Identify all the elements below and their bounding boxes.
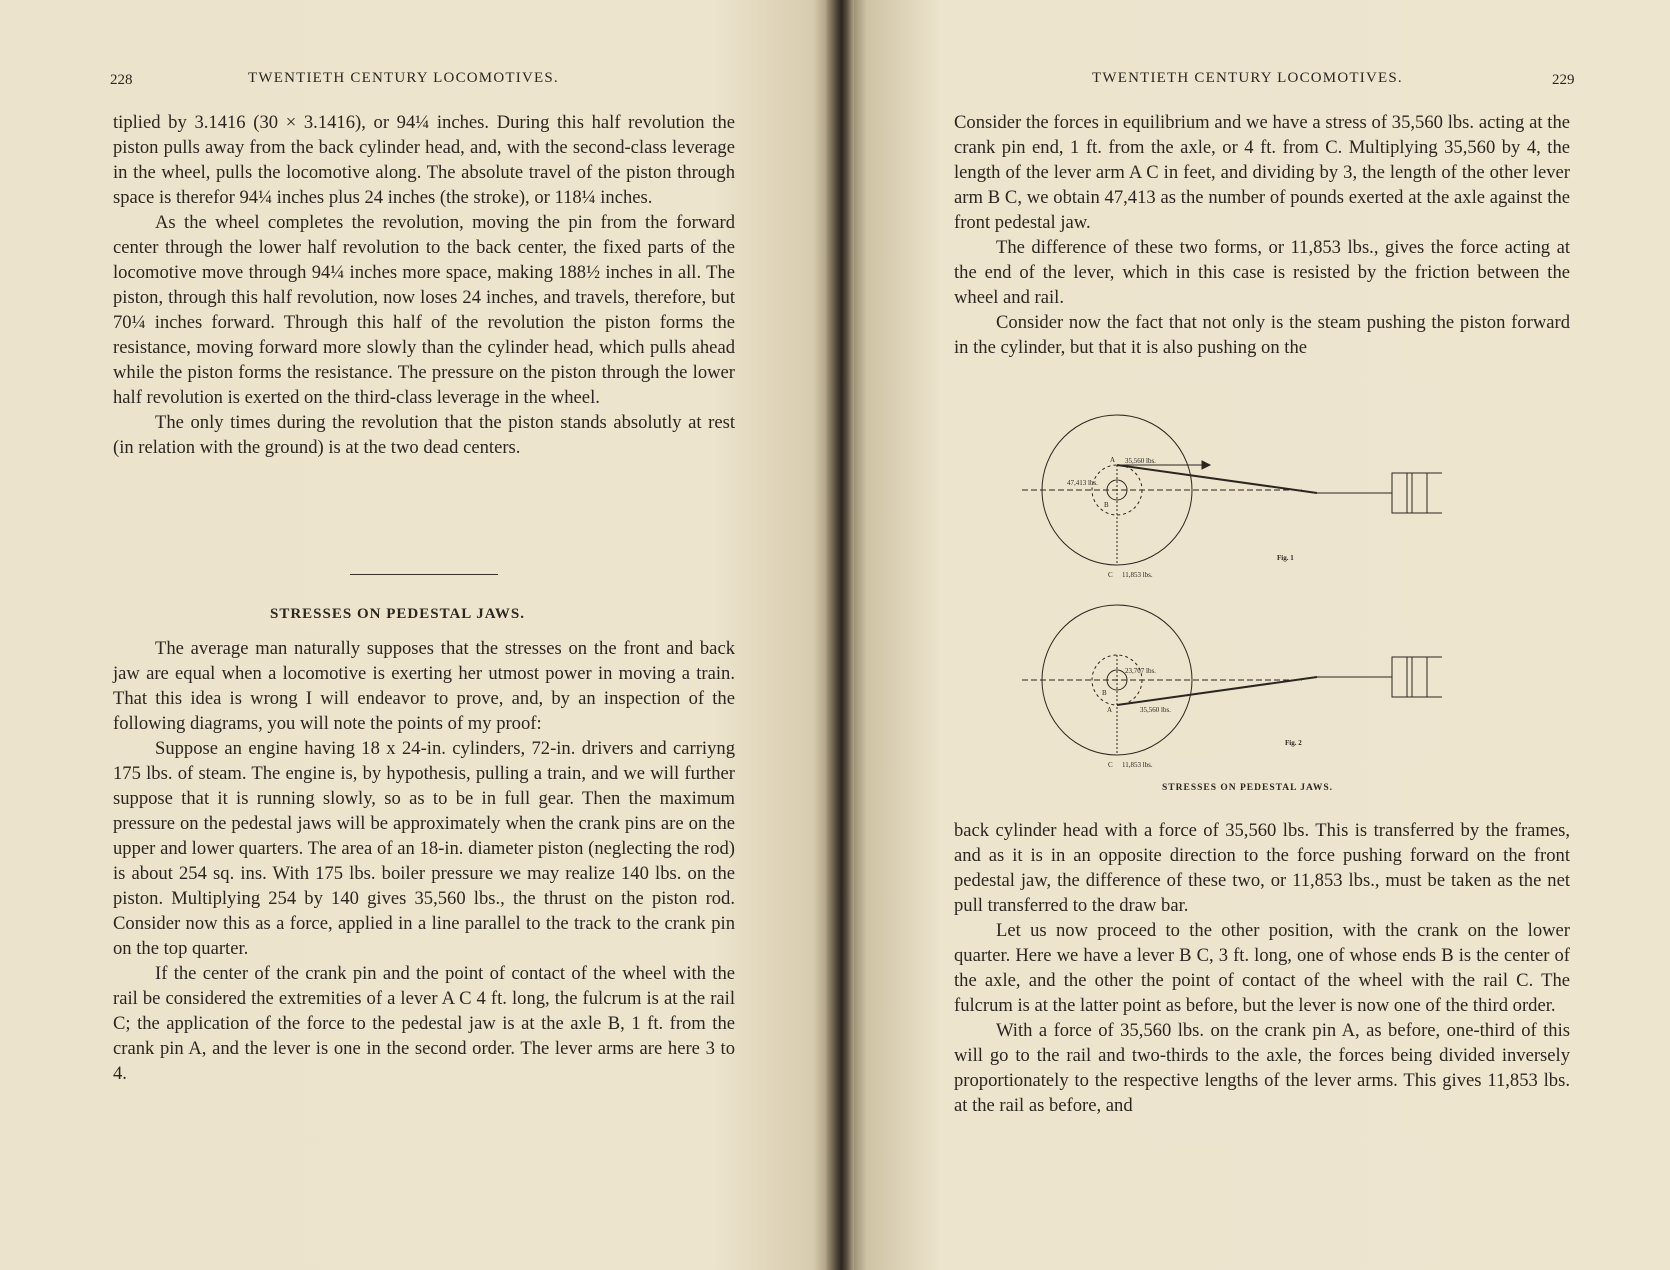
- paragraph: tiplied by 3.1416 (30 × 3.1416), or 94¼ inches. During this half revolution the piston pulls away from the back cylinder head, and, with the second-class leverage in the wheel, pulls the locomotive along. The absolute travel of the piston through space is therefor 94¼ inches plus 24 inches (the stroke), or 118¼ inches.: [113, 112, 735, 208]
- paragraph: The difference of these two forms, or 11,853 lbs., gives the force acting at the end of the lever, which in this case is resisted by the friction between the wheel and rail.: [954, 237, 1570, 308]
- paragraph: back cylinder head with a force of 35,560 lbs. This is transferred by the frames, and as it is in an opposite direction to the force pushing forward on the front pedestal jaw, the difference of these two, or 11,853 lbs., must be taken as the net pull transferred to the draw bar.: [954, 820, 1570, 916]
- fig2-label: Fig. 2: [1285, 739, 1302, 747]
- fig1-force-crank: 35,560 lbs.: [1125, 457, 1156, 465]
- pedestal-jaw-diagram: [1022, 405, 1442, 805]
- fig2-force-rail: 11,853 lbs.: [1122, 761, 1153, 769]
- paragraph: With a force of 35,560 lbs. on the crank pin A, as before, one-third of this will go to the rail and two-thirds to the axle, the forces being divided inversely proportionately to the respective lengths of the lever arms. This gives 11,853 lbs. at the rail as before, and: [954, 1020, 1570, 1116]
- fig2-force-axle: 23,707 lbs.: [1125, 667, 1156, 675]
- fig2-force-crank: 35,560 lbs.: [1140, 706, 1171, 714]
- right-page: [842, 0, 1670, 1270]
- body-text-top: [954, 110, 1570, 360]
- paragraph: Let us now proceed to the other position, with the crank on the lower quarter. Here we have a lever B C, 3 ft. long, one of whose ends B is the center of the axle, and the other the point of contact of the wheel with the rail C. The fulcrum is at the latter point as before, but the lever is now one of the third order.: [954, 920, 1570, 1016]
- figure-caption: STRESSES ON PEDESTAL JAWS.: [1162, 783, 1334, 793]
- paragraph: The only times during the revolution that the piston stands absolutly at rest (in relation with the ground) is at the two dead centers.: [113, 412, 735, 458]
- fig1-label: Fig. 1: [1277, 554, 1294, 562]
- diagram-svg: [1022, 405, 1442, 805]
- fig1-point-b: B: [1104, 501, 1109, 509]
- running-head: TWENTIETH CENTURY LOCOMOTIVES.: [1092, 70, 1403, 86]
- running-head: TWENTIETH CENTURY LOCOMOTIVES.: [248, 70, 559, 86]
- fig1-connecting-rod: [1117, 465, 1317, 493]
- fig1-force-rail: 11,853 lbs.: [1122, 571, 1153, 579]
- paragraph: Suppose an engine having 18 x 24-in. cylinders, 72-in. drivers and carriyng 175 lbs. of steam. The engine is, by hypothesis, pulling a train, and we will further suppose that it is running slowly, so as to be in full gear. Then the maximum pressure on the pedestal jaws will be approximately when the crank pins are on the upper and lower quarters. The area of an 18-in. diameter piston (neglecting the rod) is about 254 sq. ins. With 175 lbs. boiler pressure we may realize 140 lbs. on the piston. Multiplying 254 by 140 gives 35,560 lbs., the thrust on the piston rod. Consider now this as a force, applied in a line parallel to the track to the crank pin on the top quarter.: [113, 738, 735, 959]
- fig1-force-axle: 47,413 lbs.: [1067, 479, 1098, 487]
- paragraph: The average man naturally supposes that the stresses on the front and back jaw are equal when a locomotive is exerting her utmost power in moving a train. That this idea is wrong I will endeavor to prove, and, by an inspection of the following diagrams, you will note the points of my proof:: [113, 638, 735, 734]
- fig2-point-a: A: [1107, 706, 1113, 714]
- paragraph: Consider the forces in equilibrium and we have a stress of 35,560 lbs. acting at the crank pin end, 1 ft. from the axle, or 4 ft. from C. Multiplying 35,560 by 4, the length of the lever arm A C in feet, and dividing by 3, the length of the other lever arm B C, we obtain 47,413 as the number of pounds exerted at the axle against the front pedestal jaw.: [954, 112, 1570, 233]
- paragraph: If the center of the crank pin and the point of contact of the wheel with the rail be considered the extremities of a lever A C 4 ft. long, the fulcrum is at the rail C; the application of the force to the pedestal jaw is at the axle B, 1 ft. from the crank pin A, and the lever is one in the second order. The lever arms are here 3 to 4.: [113, 963, 735, 1084]
- paragraph: As the wheel completes the revolution, moving the pin from the forward center through the lower half revolution to the back center, the fixed parts of the locomotive move through 94¼ inches more space, making 188½ inches in all. The piston, through this half revolution, now loses 24 inches, and travels, therefore, but 70¼ inches forward. Through this half of the revolution the piston forms the resistance, moving forward more slowly than the cylinder head, which pulls ahead while the piston forms the resistance. The pressure on the piston through the lower half revolution is exerted on the third-class leverage in the wheel.: [113, 212, 735, 408]
- fig2-connecting-rod: [1117, 677, 1317, 705]
- fig2-cylinder: [1392, 657, 1442, 697]
- page-number: 229: [1552, 72, 1575, 88]
- body-text-bottom: [113, 636, 735, 1086]
- body-text-top: [113, 110, 735, 460]
- section-divider: [350, 574, 498, 575]
- section-heading: STRESSES ON PEDESTAL JAWS.: [270, 606, 525, 622]
- fig1-cylinder: [1392, 473, 1442, 513]
- paragraph: Consider now the fact that not only is the steam pushing the piston forward in the cylinder, but that it is also pushing on the: [954, 312, 1570, 358]
- page-number: 228: [110, 72, 133, 88]
- fig2-point-c: C: [1108, 761, 1113, 769]
- fig1-point-a: A: [1110, 456, 1116, 464]
- fig1-arrowhead: [1202, 461, 1210, 469]
- fig2-point-b: B: [1102, 689, 1107, 697]
- book-gutter: [826, 0, 854, 1270]
- fig1-point-c: C: [1108, 571, 1113, 579]
- body-text-bottom: [954, 818, 1570, 1118]
